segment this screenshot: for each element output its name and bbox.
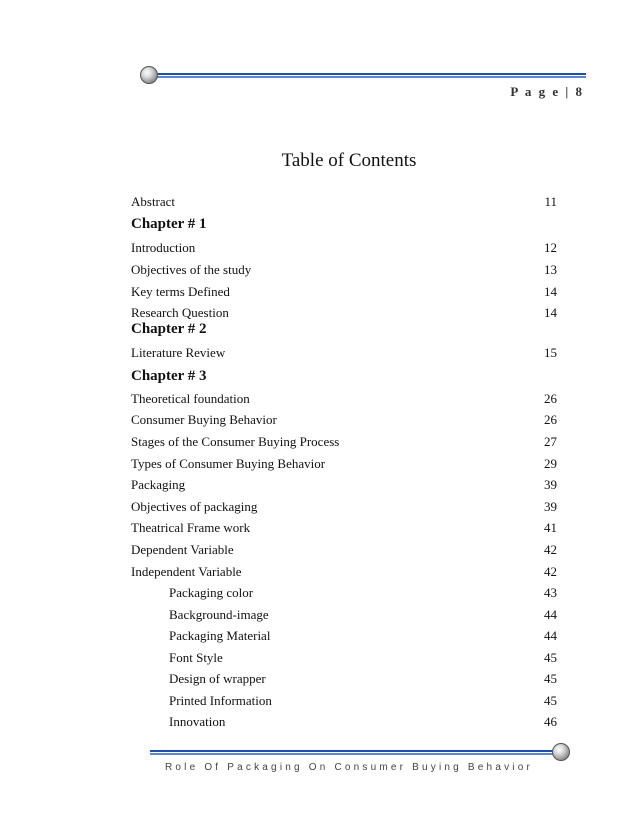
toc-entry-label: Objectives of packaging [131,499,258,514]
toc-entry[interactable] [131,564,557,580]
toc-entry-page: 14 [544,305,557,320]
toc-subentry[interactable] [169,650,557,666]
toc-entry-label: Introduction [131,240,196,255]
toc-entry-label: Packaging color [169,585,254,600]
toc-entry-page: 13 [544,262,557,277]
toc-entry-label: Dependent Variable [131,542,234,557]
toc-entry-label: Innovation [169,714,226,729]
toc-entry-page: 26 [544,412,557,427]
toc-entry[interactable] [131,434,557,450]
toc-entry-page: 39 [544,477,557,492]
toc-entry[interactable] [131,412,557,428]
toc-entry[interactable] [131,284,557,300]
toc-entry-label: Design of wrapper [169,671,266,686]
toc-entry-page: 45 [544,650,557,665]
toc-entry-page: 43 [544,585,557,600]
page-number: P a g e | 8 [510,84,584,99]
toc-entry-label: Objectives of the study [131,262,252,277]
toc-entry-label: Consumer Buying Behavior [131,412,277,427]
toc-subentry[interactable] [169,607,557,623]
chapter-heading: Chapter # 2 [131,321,207,337]
toc-entry-label: Types of Consumer Buying Behavior [131,456,326,471]
toc-entry[interactable] [131,305,557,321]
toc-entry-label: Stages of the Consumer Buying Process [131,434,340,449]
header-rule-knob [140,66,158,84]
toc-entry-page: 44 [544,607,557,622]
toc-subentry[interactable] [169,585,557,601]
toc-entry-page: 44 [544,628,557,643]
toc-entry-abstract[interactable] [131,194,557,210]
toc-entry-page: 45 [544,671,557,686]
toc-entry-page: 39 [544,499,557,514]
toc-entry-page: 15 [544,345,557,360]
toc-entry-label: Font Style [169,650,223,665]
toc-entry-page: 27 [544,434,557,449]
toc-entry[interactable] [131,345,557,361]
toc-entry-page: 42 [544,564,557,579]
toc-entry-label: Research Question [131,305,229,320]
toc-entry[interactable] [131,240,557,256]
toc-entry-page: 41 [544,520,557,535]
toc-entry[interactable] [131,391,557,407]
footer-rule-knob [552,743,570,761]
toc-entry-label: Packaging Material [169,628,271,643]
toc-entry-label: Theoretical foundation [131,391,250,406]
toc-entry-page: 12 [544,240,557,255]
toc-entry-page: 45 [544,693,557,708]
toc-entry-page: 11 [544,194,557,209]
header-rule [150,73,586,78]
toc-entry-label: Key terms Defined [131,284,230,299]
chapter-heading: Chapter # 3 [131,368,207,384]
toc-entry-label: Theatrical Frame work [131,520,251,535]
toc-entry[interactable] [131,477,557,493]
toc-entry[interactable] [131,542,557,558]
toc-entry[interactable] [131,499,557,515]
toc-entry[interactable] [131,520,557,536]
toc-entry-label: Printed Information [169,693,272,708]
toc-entry-page: 42 [544,542,557,557]
footer-rule [150,750,568,755]
toc-entry-label: Independent Variable [131,564,242,579]
toc-entry-page: 26 [544,391,557,406]
toc-entry-label: Literature Review [131,345,226,360]
toc-subentry[interactable] [169,693,557,709]
toc-entry-label: Abstract [131,194,176,209]
toc-entry[interactable] [131,262,557,278]
toc-entry-page: 46 [544,714,557,729]
toc-title: Table of Contents [281,150,417,171]
toc-entry-page: 29 [544,456,557,471]
toc-entry-label: Packaging [131,477,186,492]
toc-subentry[interactable] [169,714,557,730]
chapter-heading: Chapter # 1 [131,216,207,232]
footer-title: Role Of Packaging On Consumer Buying Behavior [164,762,533,773]
toc-entry[interactable] [131,456,557,472]
toc-subentry[interactable] [169,628,557,644]
toc-entry-label: Background-image [169,607,269,622]
toc-entry-page: 14 [544,284,557,299]
toc-subentry[interactable] [169,671,557,687]
